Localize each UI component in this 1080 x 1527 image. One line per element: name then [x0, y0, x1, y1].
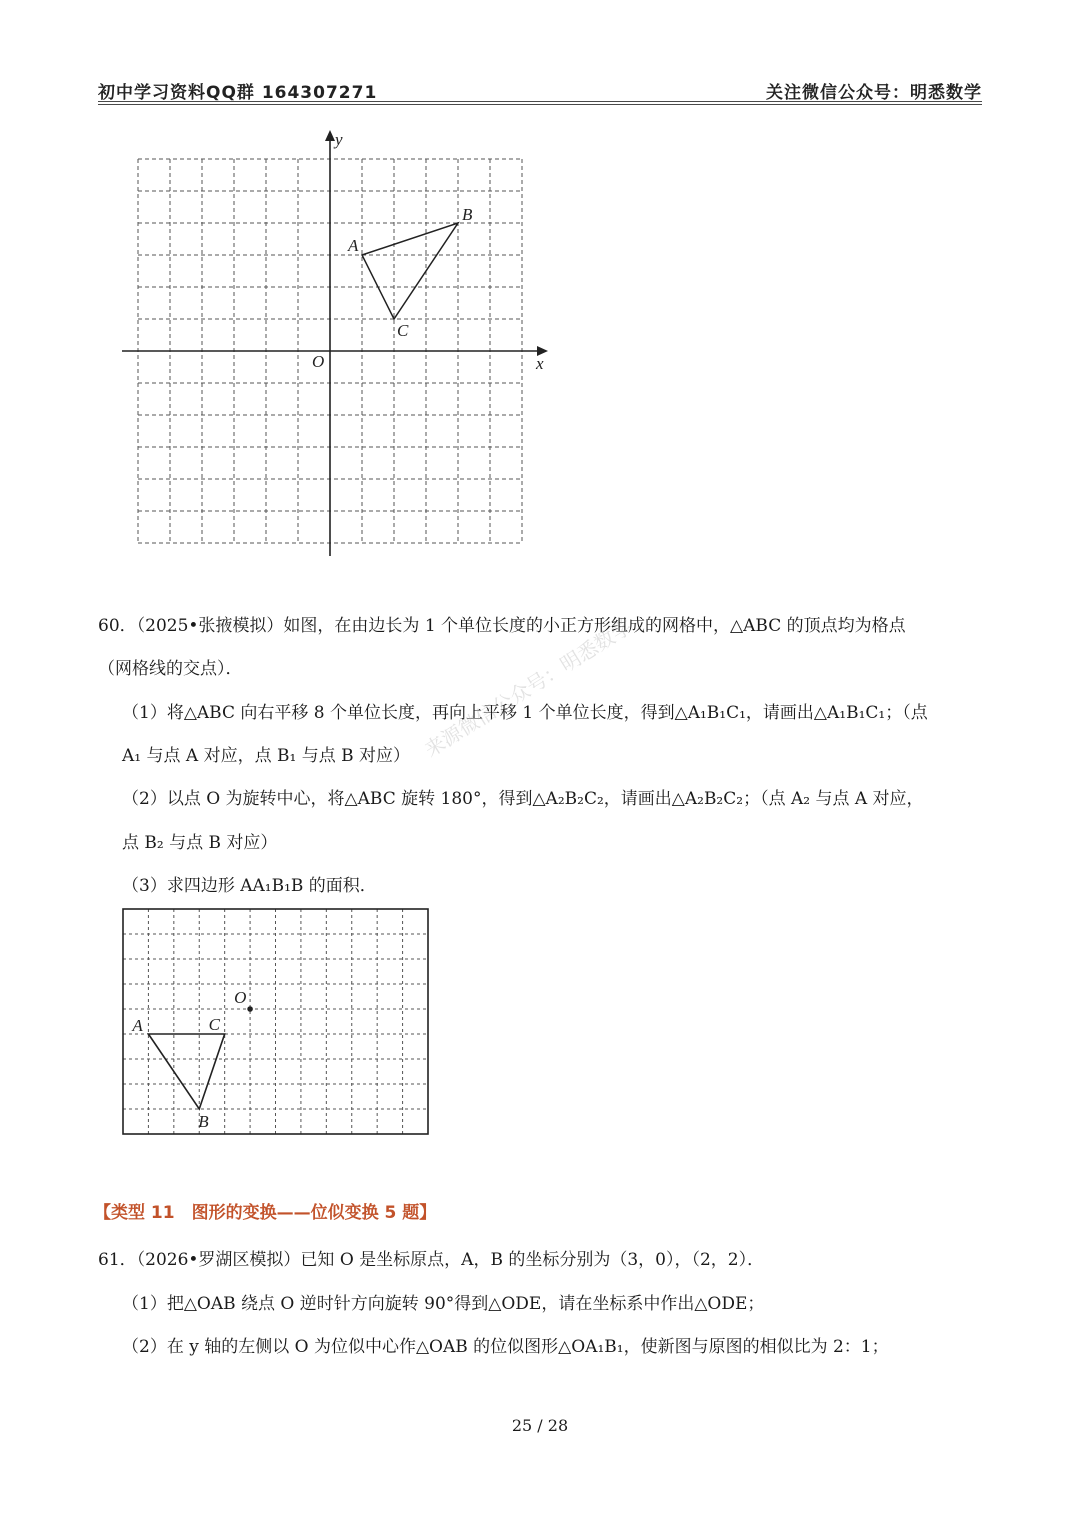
- problem-60-part-1-cont: A₁ 与点 A 对应，点 B₁ 与点 B 对应）: [122, 746, 410, 766]
- point-c-label: C: [208, 1015, 221, 1034]
- origin-label: O: [312, 352, 325, 371]
- problem-61-part-2: （2）在 y 轴的左侧以 O 为位似中心作△OAB 的位似图形△OA₁B₁，使新图与原图的相似比为 2：1；: [122, 1337, 889, 1357]
- point-a-label: A: [132, 1016, 143, 1035]
- problem-60-stem: 60．（2025•张掖模拟）如图，在由边长为 1 个单位长度的小正方形组成的网格中，△ABC 的顶点均为格点: [98, 616, 906, 636]
- point-a-label: A: [348, 236, 359, 255]
- point-o-dot: [247, 1006, 253, 1012]
- problem-60-part-2-cont: 点 B₂ 与点 B 对应）: [122, 833, 278, 853]
- problem-60-stem-cont: （网格线的交点）．: [98, 659, 243, 679]
- problem-60-part-1: （1）将△ABC 向右平移 8 个单位长度，再向上平移 1 个单位长度，得到△A₁B₁C₁，请画出△A₁B₁C₁；（点: [122, 703, 928, 723]
- grid-lines: [123, 909, 428, 1134]
- header-left-text: 初中学习资料QQ群 164307271: [98, 83, 378, 103]
- y-axis-label: y: [335, 130, 343, 149]
- point-b-label: B: [462, 205, 473, 224]
- header-right-text: 关注微信公众号：明悉数学: [766, 83, 982, 103]
- problem-61-part-1: （1）把△OAB 绕点 O 逆时针方向旋转 90°得到△ODE，请在坐标系中作出△ODE；: [122, 1294, 765, 1314]
- triangle-abc: [148, 1034, 224, 1109]
- problem-60-part-3: （3）求四边形 AA₁B₁B 的面积．: [122, 876, 377, 896]
- problem-60-part-2: （2）以点 O 为旋转中心，将△ABC 旋转 180°，得到△A₂B₂C₂，请画出△A₂B₂C₂；（点 A₂ 与点 A 对应，: [122, 789, 924, 809]
- section-title: 【类型 11 图形的变换——位似变换 5 题】: [94, 1203, 437, 1223]
- point-o-label: O: [234, 988, 247, 1007]
- point-b-label: B: [198, 1112, 209, 1131]
- grid-border: [123, 909, 428, 1134]
- watermark: 来源微信公众号：明悉数学: [420, 614, 637, 762]
- point-c-label: C: [397, 321, 409, 340]
- x-axis-label: x: [536, 354, 544, 373]
- page-number: 25 / 28: [511, 1416, 569, 1435]
- problem-61-stem: 61．（2026•罗湖区模拟）已知 O 是坐标原点，A，B 的坐标分别为（3，0），（2，2）．: [98, 1250, 765, 1270]
